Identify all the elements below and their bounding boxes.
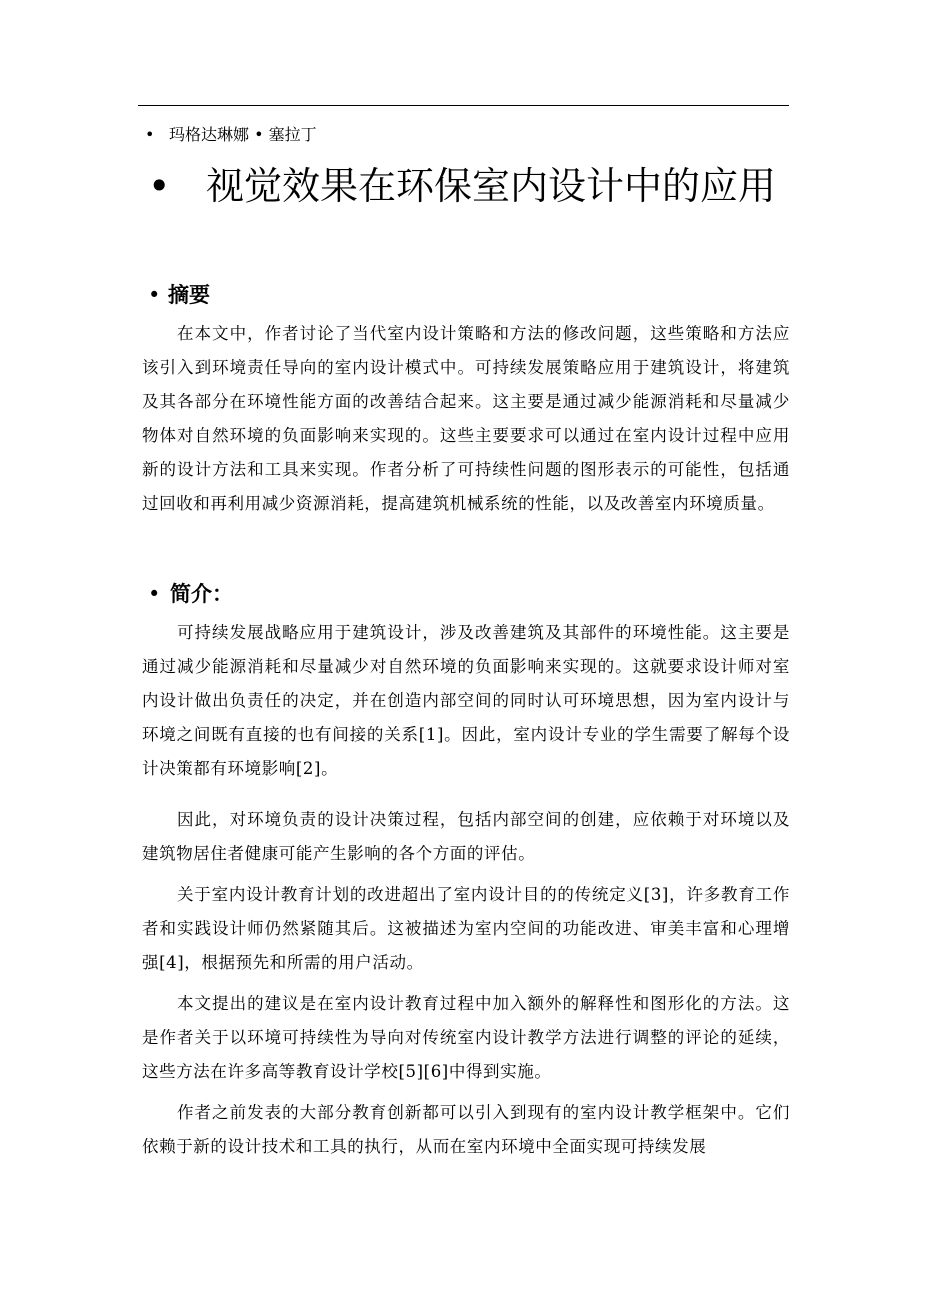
abstract-heading xyxy=(148,280,210,310)
abstract-heading-text: 摘要 xyxy=(168,283,210,307)
body-paragraph: 作者之前发表的大部分教育创新都可以引入到现有的室内设计教学框架中。它们依赖于新的设计技术和工具的执行，从而在室内环境中全面实现可持续发展 xyxy=(142,1103,790,1156)
page-title-text: 视觉效果在环保室内设计中的应用 xyxy=(206,164,777,208)
author-name: 玛格达琳娜 • 塞拉丁 xyxy=(169,125,317,144)
bullet-icon: • xyxy=(148,164,171,208)
body-paragraph: 本文提出的建议是在室内设计教育过程中加入额外的解释性和图形化的方法。这是作者关于以环境可持续性为导向对传统室内设计教学方法进行调整的评论的延续，这些方法在许多高等教育设计学校[5][6]中得到实施。 xyxy=(142,994,790,1081)
introduction-heading-text: 简介： xyxy=(170,582,233,606)
bullet-icon: • xyxy=(148,582,161,606)
body-paragraph: 因此，对环境负责的设计决策过程，包括内部空间的创建，应依赖于对环境以及建筑物居住者健康可能产生影响的各个方面的评估。 xyxy=(142,810,790,863)
body-paragraph: 关于室内设计教育计划的改进超出了室内设计目的的传统定义[3]，许多教育工作者和实践设计师仍然紧随其后。这被描述为室内空间的功能改进、审美丰富和心理增强[4]，根据预先和所需的用户活动。 xyxy=(142,885,790,972)
bullet-icon: • xyxy=(145,125,155,144)
body-paragraph: 可持续发展战略应用于建筑设计，涉及改善建筑及其部件的环境性能。这主要是通过减少能源消耗和尽量减少对自然环境的负面影响来实现的。这就要求设计师对室内设计做出负责任的决定，并在创造内部空间的同时认可环境思想，因为室内设计与环境之间既有直接的也有间接的关系[1]。因此，室内设计专业的学生需要了解每个设计决策都有环境影响[2]。 xyxy=(142,623,790,778)
bullet-icon: • xyxy=(148,283,161,307)
introduction-heading xyxy=(148,579,233,609)
header-rule xyxy=(138,105,789,106)
abstract-paragraph: 在本文中，作者讨论了当代室内设计策略和方法的修改问题，这些策略和方法应该引入到环境责任导向的室内设计模式中。可持续发展策略应用于建筑设计，将建筑及其各部分在环境性能方面的改善结合起来。这主要是通过减少能源消耗和尽量减少物体对自然环境的负面影响来实现的。这些主要要求可以通过在室内设计过程中应用新的设计方法和工具来实现。作者分析了可持续性问题的图形表示的可能性，包括通过回收和再利用减少资源消耗，提高建筑机械系统的性能，以及改善室内环境质量。 xyxy=(142,324,790,513)
author-line xyxy=(145,122,317,148)
page-title xyxy=(148,160,808,213)
